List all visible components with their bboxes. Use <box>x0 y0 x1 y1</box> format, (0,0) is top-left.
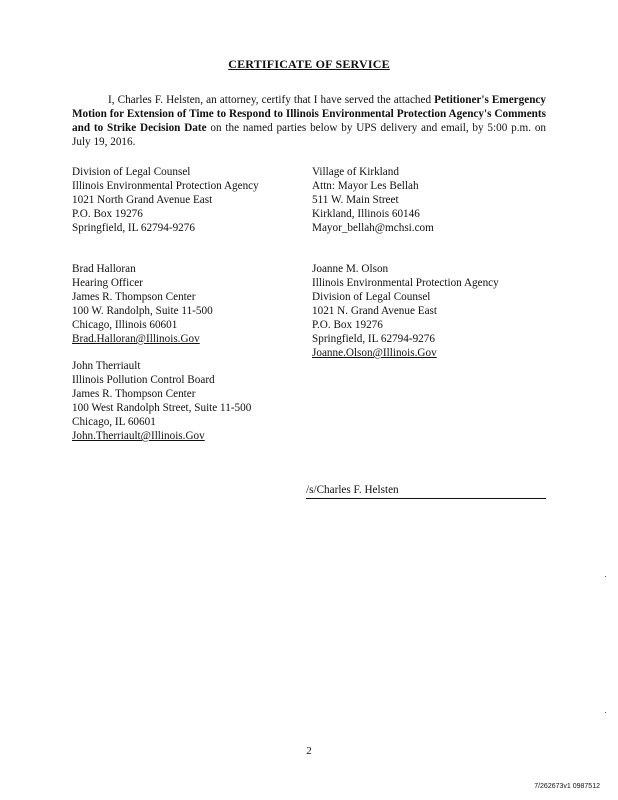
recipient-halloran <box>72 262 213 346</box>
recipient-street: 100 W. Randolph, Suite 11-500 <box>72 305 213 317</box>
certificate-title: CERTIFICATE OF SERVICE <box>228 57 390 71</box>
scan-speck <box>605 576 606 577</box>
recipient-street: 100 West Randolph Street, Suite 11-500 <box>72 402 252 414</box>
recipient-name: Village of Kirkland <box>312 166 399 178</box>
recipient-city: Springfield, IL 62794-9276 <box>312 333 435 345</box>
recipient-building: James R. Thompson Center <box>72 291 196 303</box>
recipient-city: Chicago, Illinois 60601 <box>72 319 178 331</box>
recipient-pobox: P.O. Box 19276 <box>312 319 383 331</box>
motion-title: Petitioner's Emergency Motion for Extension of Time to Respond to Illinois Environmental Protection Agency's Comments and to Strike Decision Date <box>72 94 546 134</box>
certification-paragraph <box>72 93 546 149</box>
recipient-street: 511 W. Main Street <box>312 194 399 206</box>
recipient-division: Division of Legal Counsel <box>312 291 431 303</box>
recipient-email-link[interactable]: Brad.Halloran@Illinois.Gov <box>72 333 200 345</box>
recipient-pobox: P.O. Box 19276 <box>72 208 143 220</box>
recipient-name: Division of Legal Counsel <box>72 166 191 178</box>
recipient-kirkland <box>312 165 434 235</box>
recipient-org: Illinois Environmental Protection Agency <box>312 277 499 289</box>
recipient-name: Brad Halloran <box>72 263 136 275</box>
recipient-idlc <box>72 165 259 235</box>
recipient-building: James R. Thompson Center <box>72 388 196 400</box>
recipient-city: Chicago, IL 60601 <box>72 416 156 428</box>
recipient-city: Kirkland, Illinois 60146 <box>312 208 420 220</box>
recipient-org: Illinois Pollution Control Board <box>72 374 215 386</box>
recipient-name: Joanne M. Olson <box>312 263 389 275</box>
recipient-email-link[interactable]: Joanne.Olson@Illinois.Gov <box>312 347 437 359</box>
page-number: 2 <box>306 745 312 757</box>
document-id: 7/262673v1 0987512 <box>534 783 600 790</box>
recipient-olson <box>312 262 499 360</box>
recipient-street: 1021 North Grand Avenue East <box>72 194 213 206</box>
recipient-email[interactable]: Mayor_bellah@mchsi.com <box>312 222 434 234</box>
recipient-therriault <box>72 359 251 443</box>
recipient-title: Hearing Officer <box>72 277 143 289</box>
certification-outro: on the named parties below by UPS delivery and email, by 5:00 p.m. on July 19, 2016. <box>72 122 547 148</box>
recipient-street: 1021 N. Grand Avenue East <box>312 305 438 317</box>
recipient-attn: Attn: Mayor Les Bellah <box>312 180 419 192</box>
recipient-org: Illinois Environmental Protection Agency <box>72 180 259 192</box>
signature-line: /s/Charles F. Helsten <box>306 483 546 499</box>
recipient-city: Springfield, IL 62794-9276 <box>72 222 195 234</box>
scan-speck <box>605 712 606 713</box>
certification-intro: I, Charles F. Helsten, an attorney, certify that I have served the attached <box>108 94 435 106</box>
recipient-email-link[interactable]: John.Therriault@Illinois.Gov <box>72 430 205 442</box>
recipient-name: John Therriault <box>72 360 141 372</box>
